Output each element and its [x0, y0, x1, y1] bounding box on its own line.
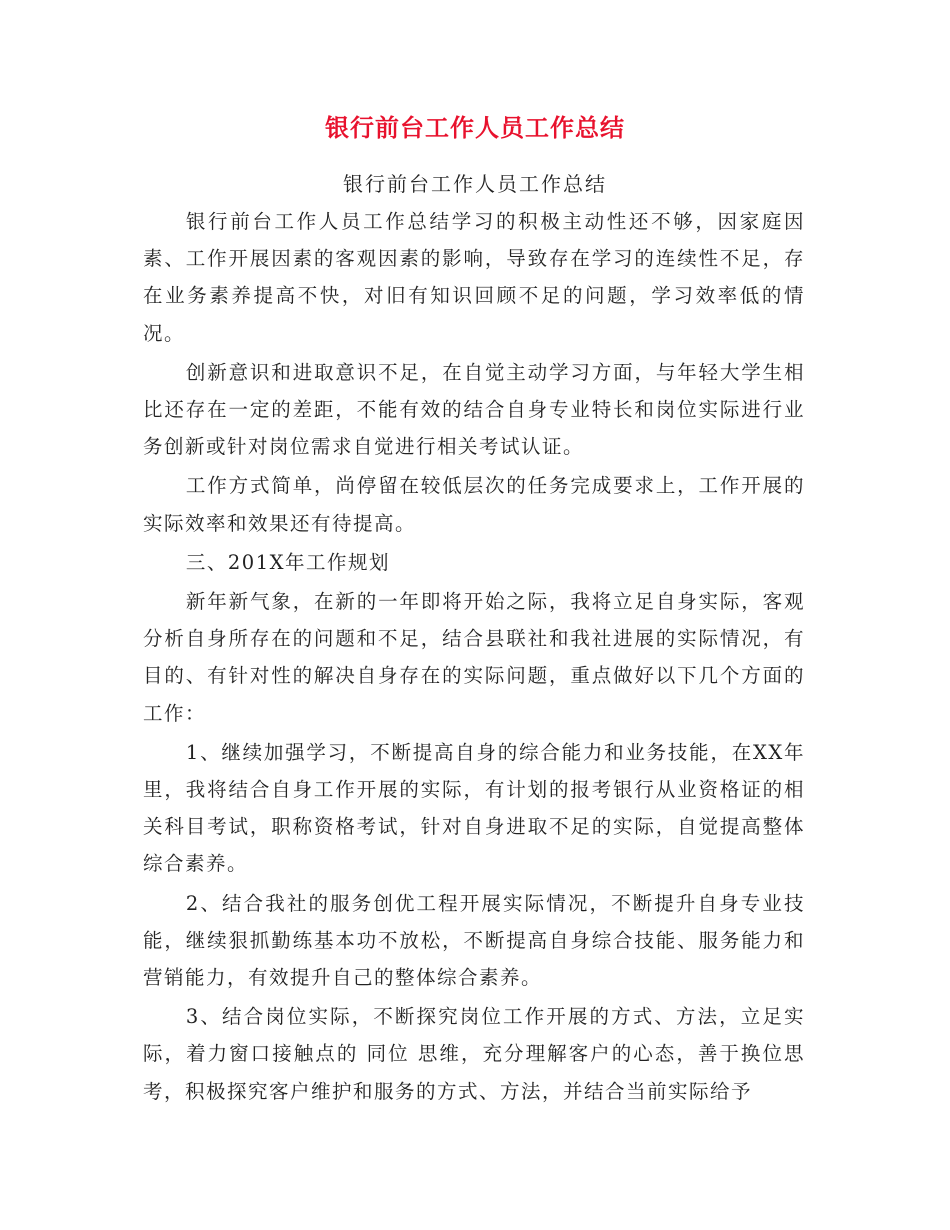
- paragraph: 工作方式简单，尚停留在较低层次的任务完成要求上，工作开展的实际效率和效果还有待提高。: [143, 474, 805, 535]
- paragraph: 创新意识和进取意识不足，在自觉主动学习方面，与年轻大学生相比还存在一定的差距，不能有效的结合自身专业特长和岗位实际进行业务创新或针对岗位需求自觉进行相关考试认证。: [143, 360, 805, 459]
- paragraph: 2、结合我社的服务创优工程开展实际情况，不断提升自身专业技能，继续狠抓勤练基本功不放松，不断提高自身综合技能、服务能力和营销能力，有效提升自己的整体综合素养。: [143, 891, 805, 990]
- document-body: [143, 203, 805, 1112]
- section-heading: 三、201X年工作规划: [185, 550, 390, 574]
- paragraph: 银行前台工作人员工作总结学习的积极主动性还不够，因家庭因素、工作开展因素的客观因素的影响，导致存在学习的连续性不足，存在业务素养提高不快，对旧有知识回顾不足的问题，学习效率低的情况。: [143, 210, 805, 345]
- document-subtitle: 银行前台工作人员工作总结: [343, 172, 607, 196]
- paragraph: 1、继续加强学习，不断提高自身的综合能力和业务技能，在XX年里，我将结合自身工作开展的实际，有计划的报考银行从业资格证的相关科目考试，职称资格考试，针对自身进取不足的实际，自觉提高整体综合素养。: [143, 740, 805, 876]
- document-title: 银行前台工作人员工作总结: [325, 114, 625, 142]
- paragraph: 新年新气象，在新的一年即将开始之际，我将立足自身实际，客观分析自身所存在的问题和不足，结合县联社和我社进展的实际情况，有目的、有针对性的解决自身存在的实际问题，重点做好以下几个方面的工作：: [143, 590, 805, 725]
- paragraph: 3、结合岗位实际，不断探究岗位工作开展的方式、方法，立足实际，着力窗口接触点的 同位 思维，充分理解客户的心态，善于换位思考，积极探究客户维护和服务的方式、方法，并结合当前实际给予: [143, 1005, 805, 1103]
